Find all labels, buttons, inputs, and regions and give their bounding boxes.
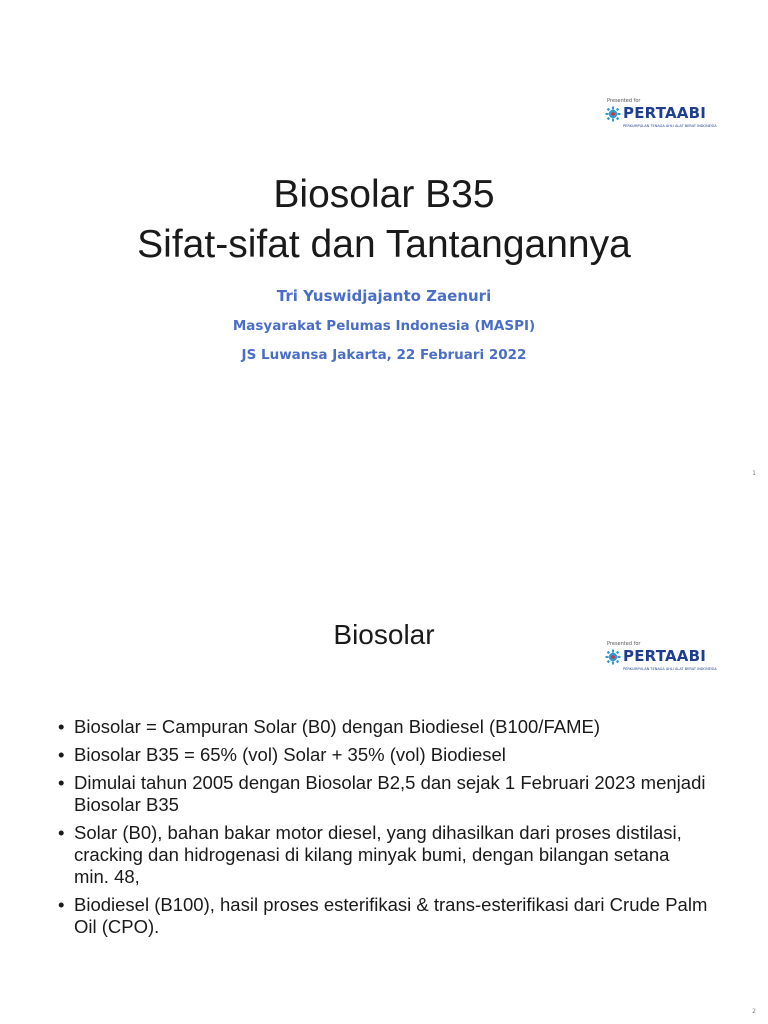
slide-1-title — [0, 170, 768, 270]
organization-name: Masyarakat Pelumas Indonesia (MASPI) — [232, 318, 536, 334]
logo-tagline: PERKUMPULAN TENAGA AHLI ALAT BERAT INDONESIA — [623, 667, 717, 671]
title-line-2: Sifat-sifat dan Tantangannya — [137, 223, 631, 266]
bullet-text: Dimulai tahun 2005 dengan Biosolar B2,5 dan sejak 1 Februari 2023 menjadi Biosolar B35 — [74, 772, 706, 815]
list-item — [58, 772, 708, 816]
bullet-list — [58, 716, 708, 944]
pertaabi-logo — [605, 98, 725, 142]
logo-brand-text: PERTAABI — [623, 104, 707, 122]
bullet-dot: • — [58, 772, 65, 793]
slide-2 — [0, 512, 768, 1024]
logo-presented-text: Presented for — [607, 98, 641, 104]
bullet-text: Biosolar B35 = 65% (vol) Solar + 35% (vol) Biodiesel — [74, 744, 506, 765]
title-line-1: Biosolar B35 — [273, 173, 495, 216]
bullet-text: Solar (B0), bahan bakar motor diesel, yang dihasilkan dari proses distilasi, cracking dan hidrogenasi di kilang minyak bumi, dengan bilangan setana min. 48, — [74, 822, 682, 887]
bullet-dot: • — [58, 716, 65, 737]
bullet-text: Biodiesel (B100), hasil proses esterifikasi & trans-esterifikasi dari Crude Palm Oil (CPO). — [74, 894, 708, 937]
gear-icon — [605, 106, 621, 122]
gear-icon — [605, 649, 621, 665]
list-item — [58, 894, 708, 938]
list-item — [58, 716, 708, 738]
logo-brand-text: PERTAABI — [623, 647, 707, 665]
bullet-text: Biosolar = Campuran Solar (B0) dengan Biodiesel (B100/FAME) — [74, 716, 600, 737]
page-number: 1 — [752, 470, 756, 477]
slide-2-title: Biosolar — [333, 619, 435, 650]
logo-presented-text: Presented for — [607, 641, 641, 647]
page-number: 2 — [752, 1008, 756, 1015]
bullet-dot: • — [58, 894, 65, 915]
event-info: JS Luwansa Jakarta, 22 Februari 2022 — [241, 347, 527, 363]
author-name: Tri Yuswidjajanto Zaenuri — [276, 287, 492, 305]
logo-tagline: PERKUMPULAN TENAGA AHLI ALAT BERAT INDONESIA — [623, 124, 717, 128]
bullet-dot: • — [58, 744, 65, 765]
list-item — [58, 822, 708, 888]
list-item — [58, 744, 708, 766]
bullet-dot: • — [58, 822, 65, 843]
